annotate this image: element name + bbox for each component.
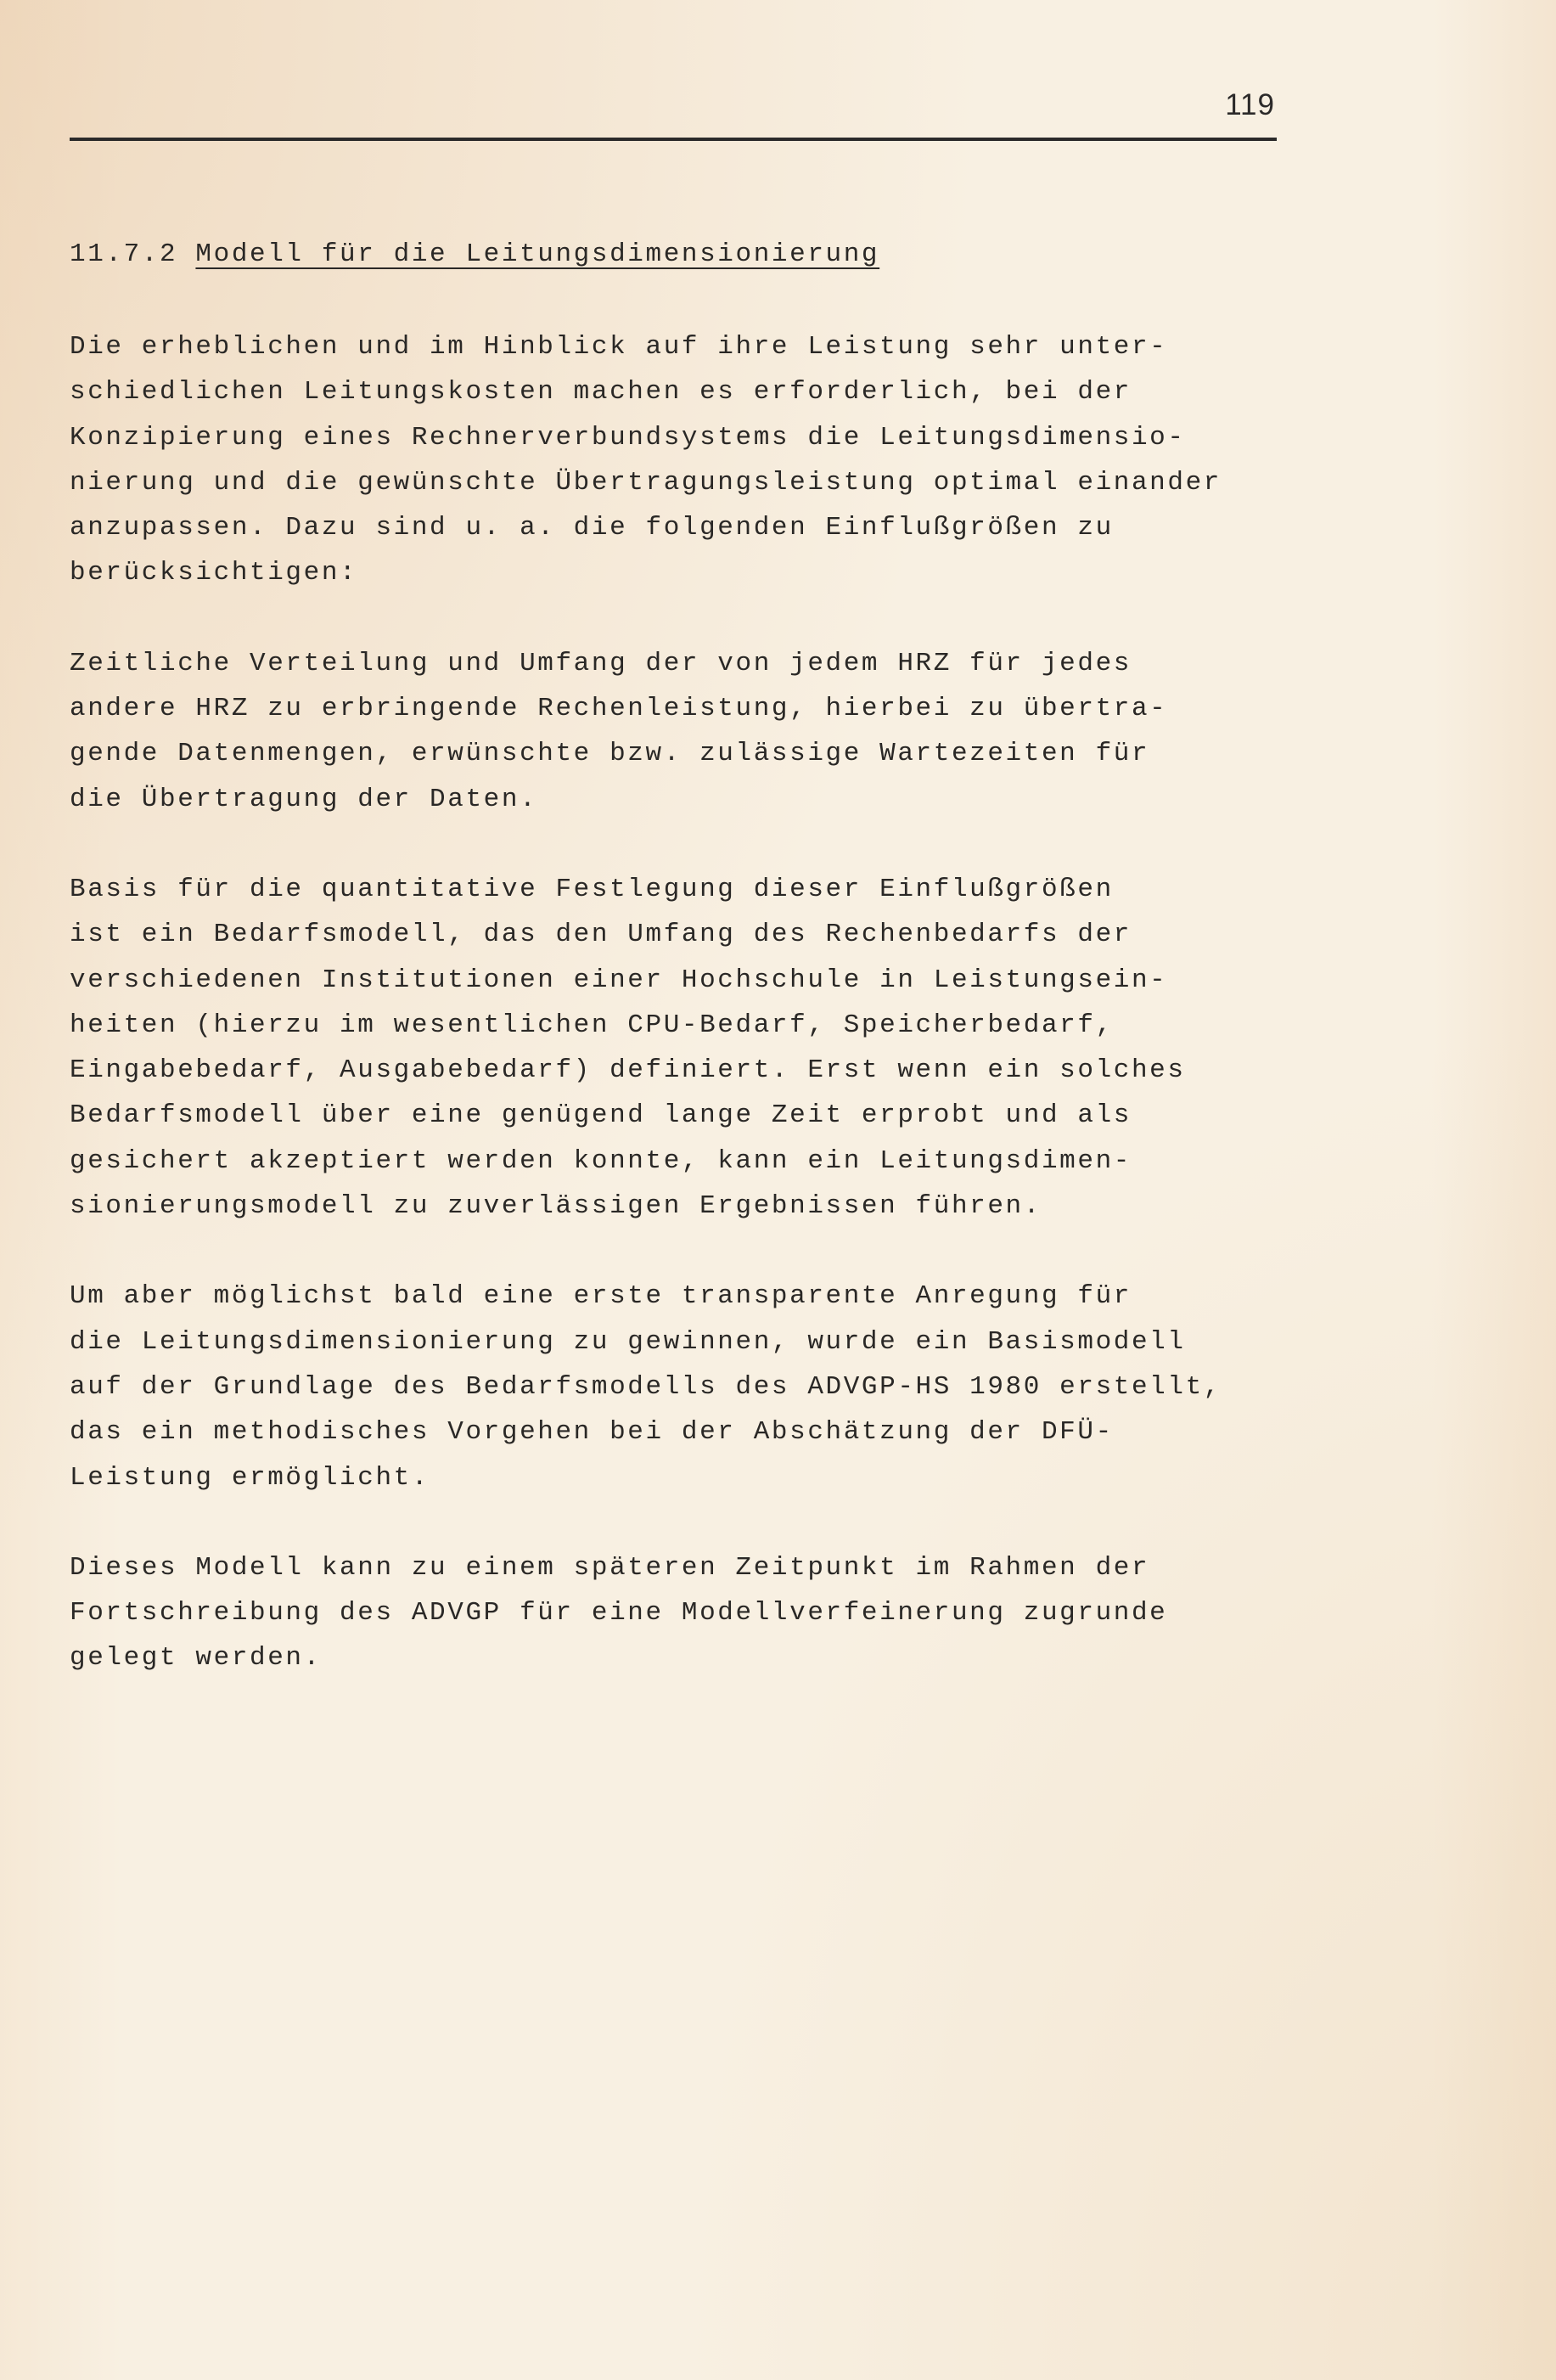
text-line: anzupassen. Dazu sind u. a. die folgenden Einflußgrößen zu [70,513,1114,543]
text-line: Leistung ermöglicht. [70,1462,430,1493]
header-rule [70,138,1277,141]
text-line: verschiedenen Institutionen einer Hochschule in Leistungsein- [70,965,1168,995]
text-line: berücksichtigen: [70,558,358,588]
text-line: heiten (hierzu im wesentlichen CPU-Bedarf, Speicherbedarf, [70,1010,1114,1040]
text-line: Bedarfsmodell über eine genügend lange Zeit erprobt und als [70,1100,1132,1131]
section-title: Modell für die Leitungsdimensionierung [195,239,880,269]
text-line: Fortschreibung des ADVGP für eine Modellverfeinerung zugrunde [70,1598,1168,1629]
text-line: schiedlichen Leitungskosten machen es erforderlich, bei der [70,377,1132,408]
text-line: sionierungsmodell zu zuverlässigen Ergebnissen führen. [70,1191,1042,1222]
paragraph [70,1545,1292,1681]
text-line: gelegt werden. [70,1643,322,1674]
section-number: 11.7.2 [70,239,178,269]
paragraph [70,324,1292,596]
text-line: die Leitungsdimensionierung zu gewinnen, wurde ein Basismodell [70,1326,1186,1357]
page-number: 119 [1225,88,1275,121]
text-line: Zeitliche Verteilung und Umfang der von jedem HRZ für jedes [70,648,1132,678]
text-line: auf der Grundlage des Bedarfsmodells des ADVGP-HS 1980 erstellt, [70,1371,1222,1402]
section-heading [70,239,879,269]
text-line: nierung und die gewünschte Übertragungsleistung optimal einander [70,467,1222,498]
text-line: andere HRZ zu erbringende Rechenleistung, hierbei zu übertra- [70,694,1168,724]
text-line: Eingabebedarf, Ausgabebedarf) definiert. Erst wenn ein solches [70,1055,1186,1086]
text-line: Dieses Modell kann zu einem späteren Zeitpunkt im Rahmen der [70,1552,1150,1583]
text-line: das ein methodisches Vorgehen bei der Abschätzung der DFÜ- [70,1417,1114,1448]
paragraph [70,641,1292,822]
text-line: Um aber möglichst bald eine erste transparente Anregung für [70,1281,1132,1312]
paragraph [70,1274,1292,1499]
text-line: gende Datenmengen, erwünschte bzw. zulässige Wartezeiten für [70,739,1150,769]
body-text [70,324,1292,1726]
paragraph [70,867,1292,1229]
text-line: Basis für die quantitative Festlegung dieser Einflußgrößen [70,874,1114,904]
text-line: Konzipierung eines Rechnerverbundsystems die Leitungsdimensio- [70,422,1186,453]
text-line: ist ein Bedarfsmodell, das den Umfang des Rechenbedarfs der [70,920,1132,950]
text-line: gesichert akzeptiert werden konnte, kann ein Leitungsdimen- [70,1145,1132,1176]
text-line: die Übertragung der Daten. [70,784,538,814]
text-line: Die erheblichen und im Hinblick auf ihre Leistung sehr unter- [70,332,1168,362]
